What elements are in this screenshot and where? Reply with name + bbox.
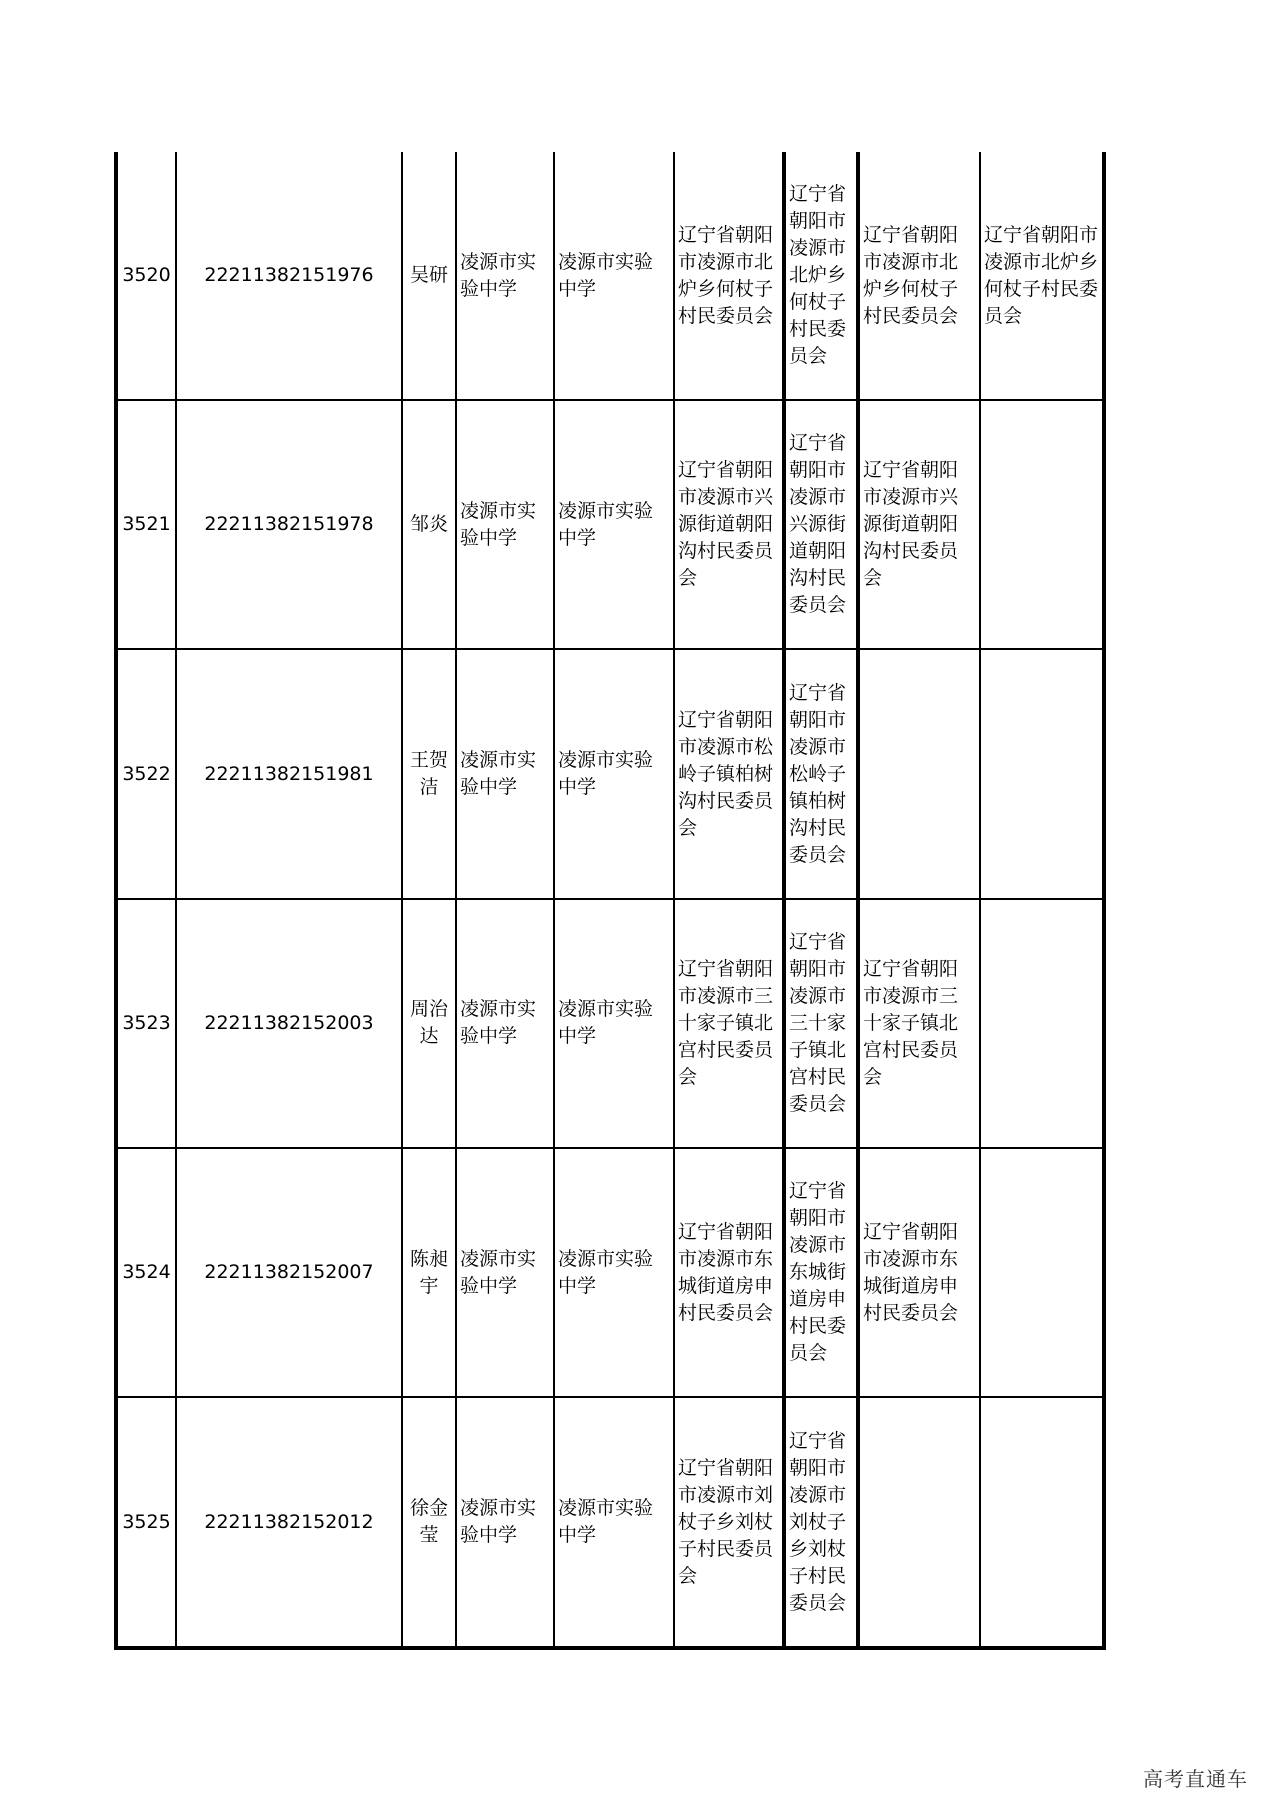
address-3: 辽宁省朝阳市凌源市东城街道房申村民委员会 <box>858 1148 980 1397</box>
address-4 <box>980 1148 1104 1397</box>
watermark: 高考直通车 <box>1143 1767 1248 1791</box>
student-name: 徐金莹 <box>402 1397 456 1648</box>
registration-unit: 凌源市实验中学 <box>554 400 674 649</box>
exam-number: 22211382151978 <box>176 400 402 649</box>
address-4: 辽宁省朝阳市凌源市北炉乡何杖子村民委员会 <box>980 152 1104 400</box>
address-3: 辽宁省朝阳市凌源市三十家子镇北宫村民委员会 <box>858 899 980 1148</box>
student-name: 邹炎 <box>402 400 456 649</box>
address-1: 辽宁省朝阳市凌源市北炉乡何杖子村民委员会 <box>674 152 784 400</box>
school-name: 凌源市实验中学 <box>456 152 554 400</box>
registration-unit: 凌源市实验中学 <box>554 1148 674 1397</box>
address-2: 辽宁省朝阳市凌源市兴源街道朝阳沟村民委员会 <box>784 400 858 649</box>
school-name: 凌源市实验中学 <box>456 1148 554 1397</box>
school-name: 凌源市实验中学 <box>456 899 554 1148</box>
registration-unit: 凌源市实验中学 <box>554 1397 674 1648</box>
address-3 <box>858 1397 980 1648</box>
address-3 <box>858 649 980 898</box>
address-4 <box>980 899 1104 1148</box>
address-4 <box>980 1397 1104 1648</box>
table-row <box>116 400 1104 649</box>
student-name: 陈昶宇 <box>402 1148 456 1397</box>
school-name: 凌源市实验中学 <box>456 400 554 649</box>
student-name: 王贺洁 <box>402 649 456 898</box>
exam-number: 22211382152012 <box>176 1397 402 1648</box>
row-seq: 3521 <box>116 400 176 649</box>
row-seq: 3524 <box>116 1148 176 1397</box>
exam-number: 22211382151976 <box>176 152 402 400</box>
address-1: 辽宁省朝阳市凌源市三十家子镇北宫村民委员会 <box>674 899 784 1148</box>
address-1: 辽宁省朝阳市凌源市松岭子镇柏树沟村民委员会 <box>674 649 784 898</box>
address-2: 辽宁省朝阳市凌源市三十家子镇北宫村民委员会 <box>784 899 858 1148</box>
exam-number: 22211382152003 <box>176 899 402 1148</box>
row-seq: 3520 <box>116 152 176 400</box>
address-2: 辽宁省朝阳市凌源市东城街道房申村民委员会 <box>784 1148 858 1397</box>
address-2: 辽宁省朝阳市凌源市刘杖子乡刘杖子村民委员会 <box>784 1397 858 1648</box>
school-name: 凌源市实验中学 <box>456 649 554 898</box>
row-seq: 3523 <box>116 899 176 1148</box>
address-2: 辽宁省朝阳市凌源市北炉乡何杖子村民委员会 <box>784 152 858 400</box>
address-3: 辽宁省朝阳市凌源市北炉乡何杖子村民委员会 <box>858 152 980 400</box>
school-name: 凌源市实验中学 <box>456 1397 554 1648</box>
table-row <box>116 1148 1104 1397</box>
table-row <box>116 1397 1104 1648</box>
registration-unit: 凌源市实验中学 <box>554 152 674 400</box>
student-name: 周治达 <box>402 899 456 1148</box>
registration-unit: 凌源市实验中学 <box>554 899 674 1148</box>
row-seq: 3522 <box>116 649 176 898</box>
address-4 <box>980 649 1104 898</box>
exam-number: 22211382151981 <box>176 649 402 898</box>
table-row <box>116 899 1104 1148</box>
address-1: 辽宁省朝阳市凌源市兴源街道朝阳沟村民委员会 <box>674 400 784 649</box>
address-2: 辽宁省朝阳市凌源市松岭子镇柏树沟村民委员会 <box>784 649 858 898</box>
table-row <box>116 152 1104 400</box>
address-1: 辽宁省朝阳市凌源市刘杖子乡刘杖子村民委员会 <box>674 1397 784 1648</box>
student-name: 吴研 <box>402 152 456 400</box>
row-seq: 3525 <box>116 1397 176 1648</box>
exam-number: 22211382152007 <box>176 1148 402 1397</box>
roster-table <box>114 152 1106 1650</box>
address-4 <box>980 400 1104 649</box>
registration-unit: 凌源市实验中学 <box>554 649 674 898</box>
table-row <box>116 649 1104 898</box>
address-3: 辽宁省朝阳市凌源市兴源街道朝阳沟村民委员会 <box>858 400 980 649</box>
address-1: 辽宁省朝阳市凌源市东城街道房申村民委员会 <box>674 1148 784 1397</box>
